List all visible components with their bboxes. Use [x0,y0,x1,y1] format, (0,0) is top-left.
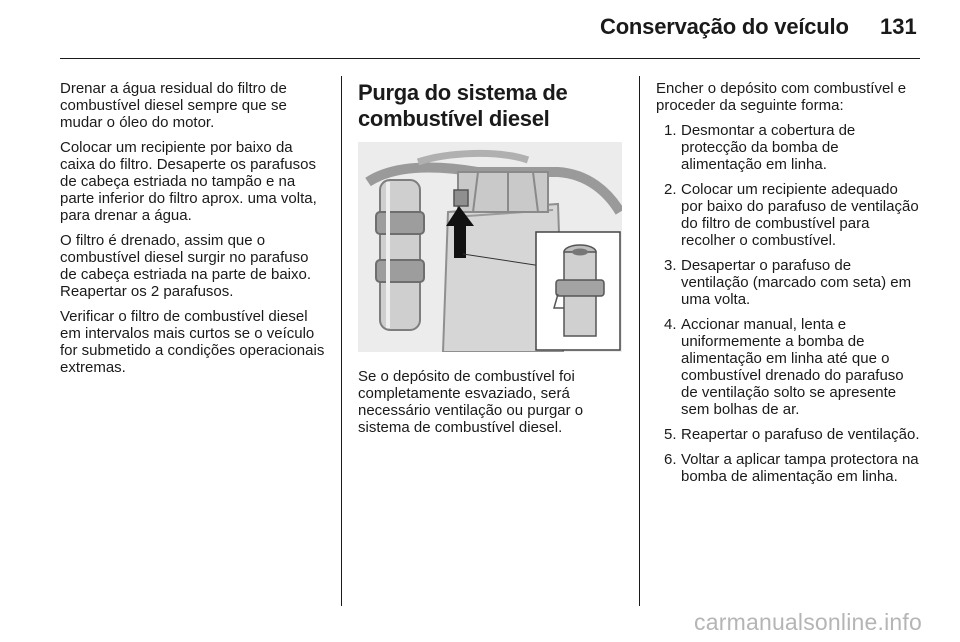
step-text: Desapertar o parafuso de ventilação (marcado com seta) em uma volta. [681,257,912,308]
paragraph: Colocar um recipiente por baixo da caixa do filtro. Desaperte os parafusos de cabeça estriada no tampão e na parte inferior do filtro aprox. uma volta, para drenar a água. [60,139,317,224]
step-number: 4. [664,316,677,333]
step-text: Accionar manual, lenta e uniformemente a bomba de alimentação em linha até que o combustível drenado do parafuso de ventilação solto se apresente sem bolhas de ar. [681,316,904,418]
section-title: Purga do sistema de combustível diesel [358,80,568,131]
list-item [656,122,922,173]
paragraph: O filtro é drenado, assim que o combustível diesel surgir no parafuso de cabeça estriada na parte de baixo. Reapertar os 2 parafusos. [60,232,312,300]
page-number: 131 [880,14,917,39]
step-number: 3. [664,257,677,274]
fuel-filter-figure [358,142,622,352]
list-item [656,426,922,443]
step-number: 6. [664,451,677,468]
column-divider-2 [639,76,640,606]
steps-list [656,122,922,485]
step-number: 5. [664,426,677,443]
paragraph: Verificar o filtro de combustível diesel em intervalos mais curtos se o veículo for submetido a condições operacionais extremas. [60,308,325,376]
step-text: Reapertar o parafuso de ventilação. [681,426,920,443]
step-text: Colocar um recipiente adequado por baixo do parafuso de ventilação do filtro de combustível para recolher o combustível. [681,181,919,249]
paragraph-intro: Encher o depósito com combustível e proceder da seguinte forma: [656,80,907,114]
paragraph: Drenar a água residual do filtro de combustível diesel sempre que se mudar o óleo do motor. [60,80,287,131]
step-number: 2. [664,181,677,198]
watermark: carmanualsonline.info [694,609,922,635]
list-item [656,316,922,418]
text-column-1 [60,80,326,384]
text-column-3 [656,80,922,493]
list-item [656,451,922,485]
page-header-title: Conservação do veículo [600,14,849,39]
header-rule [60,58,920,59]
text-column-2 [358,80,624,436]
step-number: 1. [664,122,677,139]
paragraph: Se o depósito de combustível foi completamente esvaziado, será necessário ventilação ou purgar o sistema de combustível diesel. [358,368,584,436]
fuel-filter-illustration-icon [358,142,622,352]
list-item [656,257,922,308]
list-item [656,181,922,249]
column-divider-1 [341,76,342,606]
step-text: Voltar a aplicar tampa protectora na bomba de alimentação em linha. [681,451,919,485]
step-text: Desmontar a cobertura de protecção da bomba de alimentação em linha. [681,122,856,173]
